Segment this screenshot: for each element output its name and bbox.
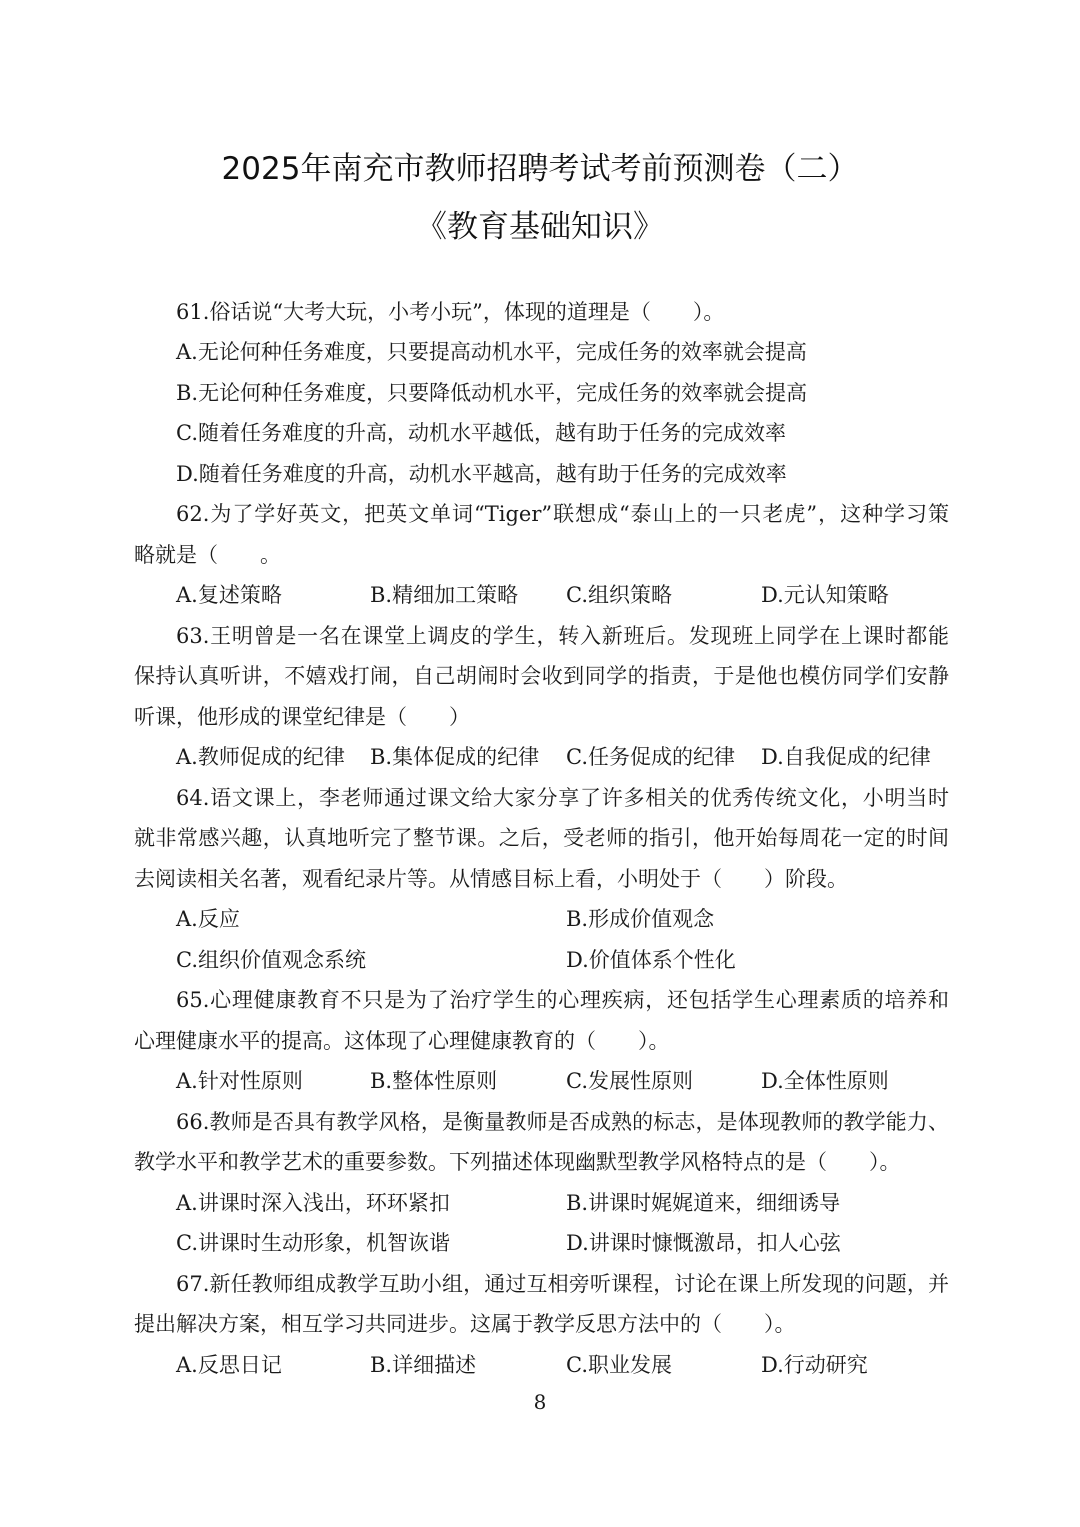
question-62-stem-line-2: 略就是（ 。: [134, 543, 281, 567]
question-66-stem-line-2: 教学水平和教学艺术的重要参数。下列描述体现幽默型教学风格特点的是（ ）。: [134, 1150, 901, 1174]
question-67-option-c: C.职业发展: [566, 1353, 672, 1377]
question-62-option-d: D.元认知策略: [761, 583, 889, 607]
question-65-option-c: C.发展性原则: [566, 1069, 693, 1093]
question-66-option-a: A.讲课时深入浅出，环环紧扣: [176, 1191, 450, 1215]
question-65-option-b: B.整体性原则: [370, 1069, 498, 1093]
question-64-option-a: A.反应: [176, 907, 240, 931]
question-61-option-b: B.无论何种任务难度，只要降低动机水平，完成任务的效率就会提高: [176, 381, 808, 405]
question-66-option-b: B.讲课时娓娓道来，细细诱导: [566, 1191, 841, 1215]
question-63-option-a: A.教师促成的纪律: [176, 745, 345, 769]
question-66-option-c: C.讲课时生动形象，机智诙谐: [176, 1231, 450, 1255]
question-67-option-d: D.行动研究: [761, 1353, 868, 1377]
question-64-stem-line-3: 去阅读相关名著，观看纪录片等。从情感目标上看，小明处于（ ）阶段。: [134, 867, 848, 891]
question-65-stem-line-1: 65.心理健康教育不只是为了治疗学生的心理疾病，还包括学生心理素质的培养和: [176, 988, 949, 1012]
question-65-option-a: A.针对性原则: [176, 1069, 303, 1093]
question-61-stem: 61.俗话说“大考大玩，小考小玩”，体现的道理是（ ）。: [176, 300, 725, 324]
question-63-stem-line-2: 保持认真听讲，不嬉戏打闹，自己胡闹时会收到同学的指责，于是他也模仿同学们安静: [134, 664, 949, 688]
question-64-option-c: C.组织价值观念系统: [176, 948, 366, 972]
page-title: 2025年南充市教师招聘考试考前预测卷（二）: [221, 151, 859, 187]
question-63-stem-line-3: 听课，他形成的课堂纪律是（ ）: [134, 705, 470, 729]
question-62-stem-line-1: 62.为了学好英文，把英文单词“Tiger”联想成“泰山上的一只老虎”，这种学习策: [176, 502, 949, 526]
question-62-option-b: B.精细加工策略: [370, 583, 519, 607]
question-65-option-d: D.全体性原则: [761, 1069, 889, 1093]
question-64-stem-line-1: 64.语文课上，李老师通过课文给大家分享了许多相关的优秀传统文化，小明当时: [176, 786, 949, 810]
question-66-stem-line-1: 66.教师是否具有教学风格，是衡量教师是否成熟的标志，是体现教师的教学能力、: [176, 1110, 949, 1134]
question-61-option-a: A.无论何种任务难度，只要提高动机水平，完成任务的效率就会提高: [176, 340, 807, 364]
question-63-option-b: B.集体促成的纪律: [370, 745, 540, 769]
question-64-option-d: D.价值体系个性化: [566, 948, 736, 972]
question-61-option-c: C.随着任务难度的升高，动机水平越低，越有助于任务的完成效率: [176, 421, 786, 445]
question-64-stem-line-2: 就非常感兴趣，认真地听完了整节课。之后，受老师的指引，他开始每周花一定的时间: [134, 826, 949, 850]
question-65-stem-line-2: 心理健康水平的提高。这体现了心理健康教育的（ ）。: [134, 1029, 670, 1053]
question-66-option-d: D.讲课时慷慨激昂，扣人心弦: [566, 1231, 841, 1255]
page-subtitle: 《教育基础知识》: [416, 209, 664, 245]
question-61-option-d: D.随着任务难度的升高，动机水平越高，越有助于任务的完成效率: [176, 462, 787, 486]
question-63-stem-line-1: 63.王明曾是一名在课堂上调皮的学生，转入新班后。发现班上同学在上课时都能: [176, 624, 949, 648]
question-63-option-c: C.任务促成的纪律: [566, 745, 735, 769]
question-62-option-a: A.复述策略: [176, 583, 282, 607]
question-64-option-b: B.形成价值观念: [566, 907, 715, 931]
page-number: 8: [533, 1390, 547, 1414]
question-63-option-d: D.自我促成的纪律: [761, 745, 931, 769]
question-67-stem-line-2: 提出解决方案，相互学习共同进步。这属于教学反思方法中的（ ）。: [134, 1312, 796, 1336]
question-67-option-a: A.反思日记: [176, 1353, 282, 1377]
question-62-option-c: C.组织策略: [566, 583, 672, 607]
question-67-stem-line-1: 67.新任教师组成教学互助小组，通过互相旁听课程，讨论在课上所发现的问题，并: [176, 1272, 949, 1296]
question-67-option-b: B.详细描述: [370, 1353, 477, 1377]
